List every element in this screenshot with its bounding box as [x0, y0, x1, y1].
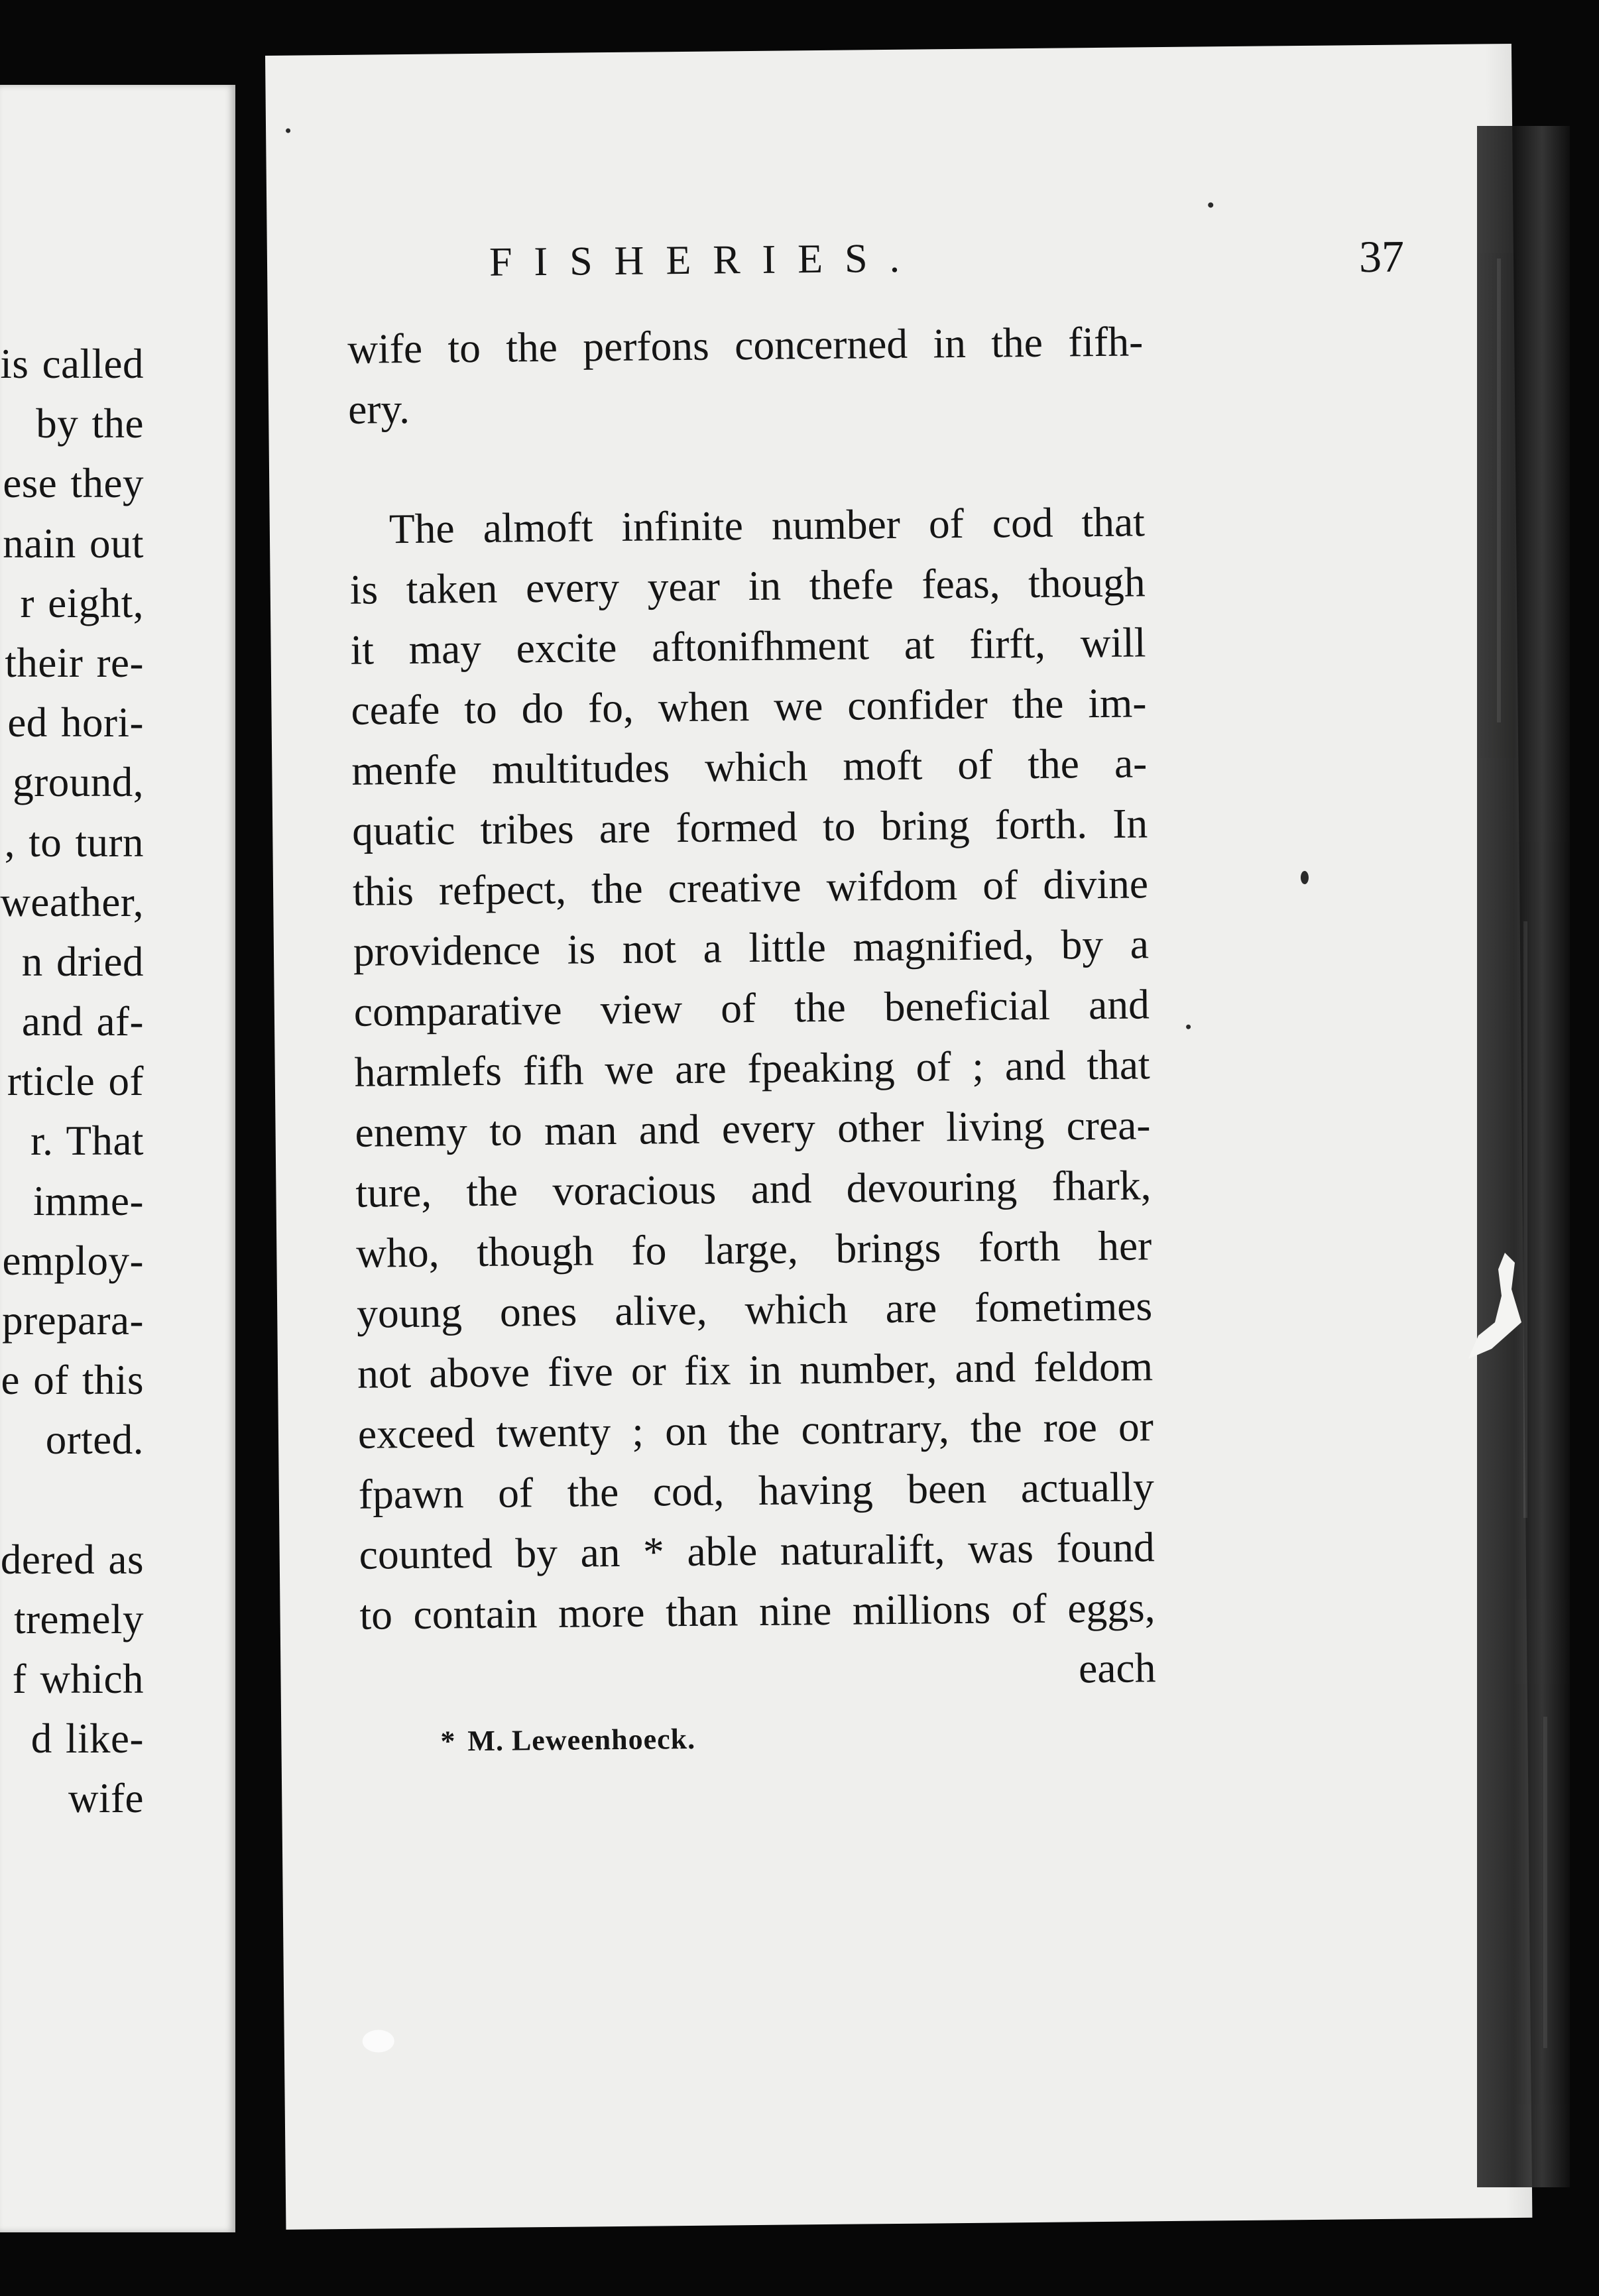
text-line	[356, 1215, 1152, 1283]
previous-page-line: d like-	[30, 1715, 144, 1762]
running-head	[489, 221, 1405, 296]
previous-page-line: r. That	[30, 1118, 144, 1165]
word: ;	[631, 1407, 644, 1455]
previous-page-line: nain out	[3, 520, 144, 567]
word: taken	[406, 564, 498, 612]
word: the	[970, 1404, 1022, 1452]
word: are	[674, 1045, 727, 1093]
word: in	[933, 319, 967, 367]
previous-page-line: tremely	[14, 1595, 144, 1642]
word: wife	[347, 324, 423, 373]
text-line	[348, 371, 1144, 439]
word: by	[515, 1528, 558, 1577]
word: a	[703, 924, 723, 972]
word: fifh	[522, 1046, 584, 1094]
word: contrary,	[801, 1405, 950, 1454]
word: though	[1028, 558, 1146, 606]
word: this	[352, 866, 414, 915]
text-line	[359, 1577, 1155, 1645]
word: was	[967, 1524, 1034, 1572]
previous-page-line: ed hori-	[7, 699, 144, 746]
word: we	[604, 1045, 654, 1094]
word: the	[990, 318, 1043, 367]
text-line	[353, 913, 1150, 982]
word: The	[388, 504, 455, 553]
word: multitudes	[491, 744, 670, 793]
word: alive,	[614, 1286, 707, 1335]
word: of	[957, 740, 993, 789]
word: twenty	[496, 1408, 611, 1456]
previous-page-line: ground,	[13, 759, 144, 806]
word: of	[916, 1043, 951, 1090]
ink-speck	[286, 129, 290, 133]
word: moft	[843, 741, 923, 789]
text-line	[347, 311, 1144, 379]
previous-page-line: imme-	[33, 1177, 144, 1224]
word: devouring	[846, 1163, 1018, 1212]
text-line	[352, 793, 1148, 861]
word: that	[1081, 498, 1146, 546]
word: of	[982, 861, 1018, 909]
previous-page-line: weather,	[0, 878, 144, 925]
text-line	[353, 853, 1149, 921]
previous-page-line: ese they	[3, 460, 144, 507]
word: little	[748, 923, 827, 972]
word: large,	[703, 1225, 799, 1273]
previous-page-line: prepara-	[2, 1297, 144, 1344]
previous-page-line: e of this	[1, 1357, 144, 1404]
footnote-marker: *	[440, 1725, 456, 1758]
word: im-	[1087, 679, 1147, 727]
word: quatic	[351, 806, 455, 854]
word: wifdom	[826, 862, 958, 910]
word: the	[1027, 740, 1080, 788]
word: bring	[880, 801, 970, 850]
word: are	[599, 804, 651, 852]
word: magnified,	[853, 921, 1035, 970]
word: fpeaking	[747, 1043, 896, 1092]
word: to	[822, 802, 856, 850]
word: a-	[1114, 739, 1148, 787]
word: contain	[413, 1589, 538, 1638]
paragraph-gap	[349, 431, 1145, 499]
word: not	[622, 925, 677, 972]
word: ture,	[355, 1168, 432, 1216]
text-line	[349, 551, 1146, 620]
previous-page-line	[0, 1470, 144, 1530]
text-line	[353, 974, 1150, 1042]
word: the	[466, 1167, 518, 1216]
word: excite	[516, 623, 617, 672]
word: crea-	[1066, 1101, 1151, 1149]
word: actually	[1020, 1463, 1155, 1512]
word: that	[1087, 1041, 1150, 1089]
ink-speck	[1208, 202, 1213, 207]
word: found	[1056, 1523, 1155, 1572]
word: young	[356, 1289, 463, 1337]
word: to	[463, 685, 498, 733]
previous-page-line: rticle of	[7, 1058, 144, 1105]
word: the	[591, 864, 644, 913]
word: which	[744, 1285, 849, 1334]
word: when	[658, 683, 750, 731]
text-line	[359, 1517, 1155, 1585]
word: roe	[1043, 1403, 1098, 1451]
word: comparative	[353, 986, 562, 1035]
word: of	[928, 499, 965, 547]
word: than	[665, 1587, 739, 1636]
word: divine	[1042, 860, 1149, 908]
previous-page-line: , to turn	[4, 819, 144, 866]
text-line	[360, 1637, 1156, 1705]
book-binding-edge	[1477, 126, 1570, 2187]
word: voracious	[552, 1165, 717, 1214]
word: five	[547, 1348, 614, 1396]
word: more	[558, 1588, 645, 1636]
binding-streak	[1523, 921, 1527, 1518]
word: of	[1011, 1584, 1047, 1633]
word: fix	[683, 1346, 731, 1395]
previous-page-line: their re-	[5, 639, 144, 686]
word: view	[600, 985, 683, 1033]
word: of	[720, 984, 756, 1032]
previous-page-line: employ-	[2, 1237, 144, 1284]
word: brings	[835, 1224, 941, 1272]
word: and	[955, 1344, 1016, 1392]
word: formed	[676, 803, 798, 852]
word: fpawn	[358, 1469, 464, 1518]
word: the	[1012, 679, 1064, 728]
word: which	[704, 742, 808, 791]
word: fometimes	[974, 1282, 1153, 1331]
word: and	[638, 1105, 700, 1153]
word: *	[642, 1528, 665, 1576]
text-line	[358, 1396, 1154, 1464]
word: in	[748, 561, 782, 610]
word: a	[1130, 920, 1150, 968]
word: tribes	[480, 805, 574, 853]
word: may	[408, 624, 482, 673]
word: beneficial	[884, 981, 1051, 1031]
word: or	[1118, 1403, 1154, 1450]
torn-paper-edge	[1465, 1249, 1528, 1362]
word: been	[907, 1464, 987, 1513]
word: though	[476, 1227, 595, 1276]
word: the	[728, 1406, 780, 1454]
ink-speck	[1186, 1025, 1191, 1029]
word: thefe	[809, 560, 894, 609]
word: harmlefs	[354, 1047, 503, 1096]
word: able	[687, 1526, 758, 1575]
word: creative	[668, 863, 801, 912]
word: and	[1088, 980, 1150, 1029]
binding-streak	[1497, 258, 1501, 722]
text-line	[355, 1094, 1151, 1163]
word: and	[1004, 1041, 1066, 1090]
word: exceed	[357, 1409, 475, 1458]
word: counted	[359, 1529, 493, 1578]
word: millions	[852, 1585, 991, 1634]
word: number	[771, 500, 901, 549]
word: number,	[799, 1344, 937, 1393]
word: enemy	[355, 1108, 468, 1156]
word: ceafe	[351, 685, 440, 734]
word: providence	[353, 926, 541, 975]
word: in	[748, 1346, 782, 1394]
word: do	[521, 684, 564, 732]
word: forth.	[994, 800, 1088, 848]
previous-page-line: is called	[0, 341, 144, 387]
word: infinite	[621, 502, 744, 550]
word: other	[837, 1103, 925, 1151]
word: not	[357, 1349, 412, 1397]
previous-page-line: and af-	[21, 998, 144, 1045]
previous-page-line: f which	[12, 1655, 144, 1702]
word: fhark,	[1051, 1161, 1152, 1210]
word: forth	[978, 1222, 1061, 1271]
word: fo,	[587, 683, 634, 732]
word: the	[505, 323, 558, 371]
word: of	[497, 1469, 534, 1517]
word: eggs,	[1067, 1583, 1155, 1632]
word: nine	[758, 1586, 832, 1635]
text-line	[351, 732, 1148, 801]
word: confider	[847, 680, 988, 729]
word: the	[567, 1467, 619, 1516]
word: year	[647, 562, 721, 610]
footnote-text: M. Leweenhoeck.	[467, 1722, 696, 1758]
previous-page-line: n dried	[21, 938, 144, 985]
word: cod	[992, 498, 1053, 547]
word: will	[1080, 618, 1146, 667]
text-line	[357, 1275, 1153, 1344]
word: fifh-	[1067, 317, 1144, 366]
word: every	[525, 563, 620, 612]
word: fo	[631, 1226, 667, 1274]
running-title: FISHERIES.	[489, 235, 922, 285]
text-line	[351, 672, 1147, 740]
word: are	[885, 1284, 937, 1332]
text-line	[350, 612, 1146, 680]
footnote	[440, 1722, 695, 1758]
word: ones	[499, 1287, 577, 1336]
word: who,	[356, 1228, 440, 1277]
word: at	[904, 620, 935, 668]
previous-page-fragment	[0, 85, 235, 2232]
word: feldom	[1033, 1342, 1154, 1391]
word: to	[359, 1591, 393, 1638]
word: by	[1061, 920, 1104, 968]
word: and	[750, 1165, 812, 1213]
word: every	[721, 1104, 816, 1153]
word: having	[758, 1465, 874, 1514]
word: perfons	[582, 321, 710, 371]
word: firft,	[969, 619, 1046, 667]
word: menfe	[351, 746, 457, 794]
previous-page-line: r eight,	[20, 579, 144, 626]
word: her	[1097, 1222, 1152, 1270]
previous-page-line: orted.	[45, 1416, 144, 1464]
body-text	[347, 311, 1156, 1705]
word: cod,	[652, 1467, 725, 1515]
page-number: 37	[1358, 231, 1405, 282]
previous-page-line: dered as	[0, 1536, 144, 1583]
binding-streak	[1543, 1717, 1547, 2048]
text-line	[358, 1456, 1154, 1524]
previous-page-line: by the	[36, 400, 144, 447]
word: we	[773, 681, 823, 730]
word: refpect,	[438, 865, 567, 914]
previous-page-line: wife	[68, 1775, 144, 1822]
word: ;	[971, 1042, 984, 1090]
word: or	[630, 1347, 667, 1395]
word: to	[489, 1107, 522, 1155]
word: concerned	[734, 319, 908, 369]
book-page	[265, 44, 1532, 2230]
word: almoft	[483, 503, 593, 551]
word: is	[349, 565, 379, 613]
text-line	[349, 491, 1145, 559]
word: is	[567, 925, 596, 973]
line-text: each	[1078, 1644, 1156, 1692]
line-text: ery.	[347, 384, 410, 433]
word: feas,	[921, 559, 1000, 608]
word: living	[945, 1102, 1045, 1151]
word: to	[447, 323, 481, 372]
word: In	[1112, 799, 1148, 847]
previous-page-text	[0, 334, 144, 1829]
word: man	[544, 1106, 617, 1155]
word: an	[580, 1528, 621, 1576]
word: the	[794, 983, 847, 1031]
text-line	[357, 1336, 1154, 1404]
word: naturalift,	[780, 1525, 945, 1574]
word: above	[428, 1348, 530, 1397]
text-line	[355, 1155, 1152, 1223]
paper-blemish	[363, 2030, 394, 2052]
word: aftonifhment	[651, 621, 870, 671]
text-line	[354, 1034, 1150, 1102]
ink-speck	[1301, 871, 1309, 884]
word: it	[350, 626, 375, 673]
word: on	[664, 1406, 707, 1455]
